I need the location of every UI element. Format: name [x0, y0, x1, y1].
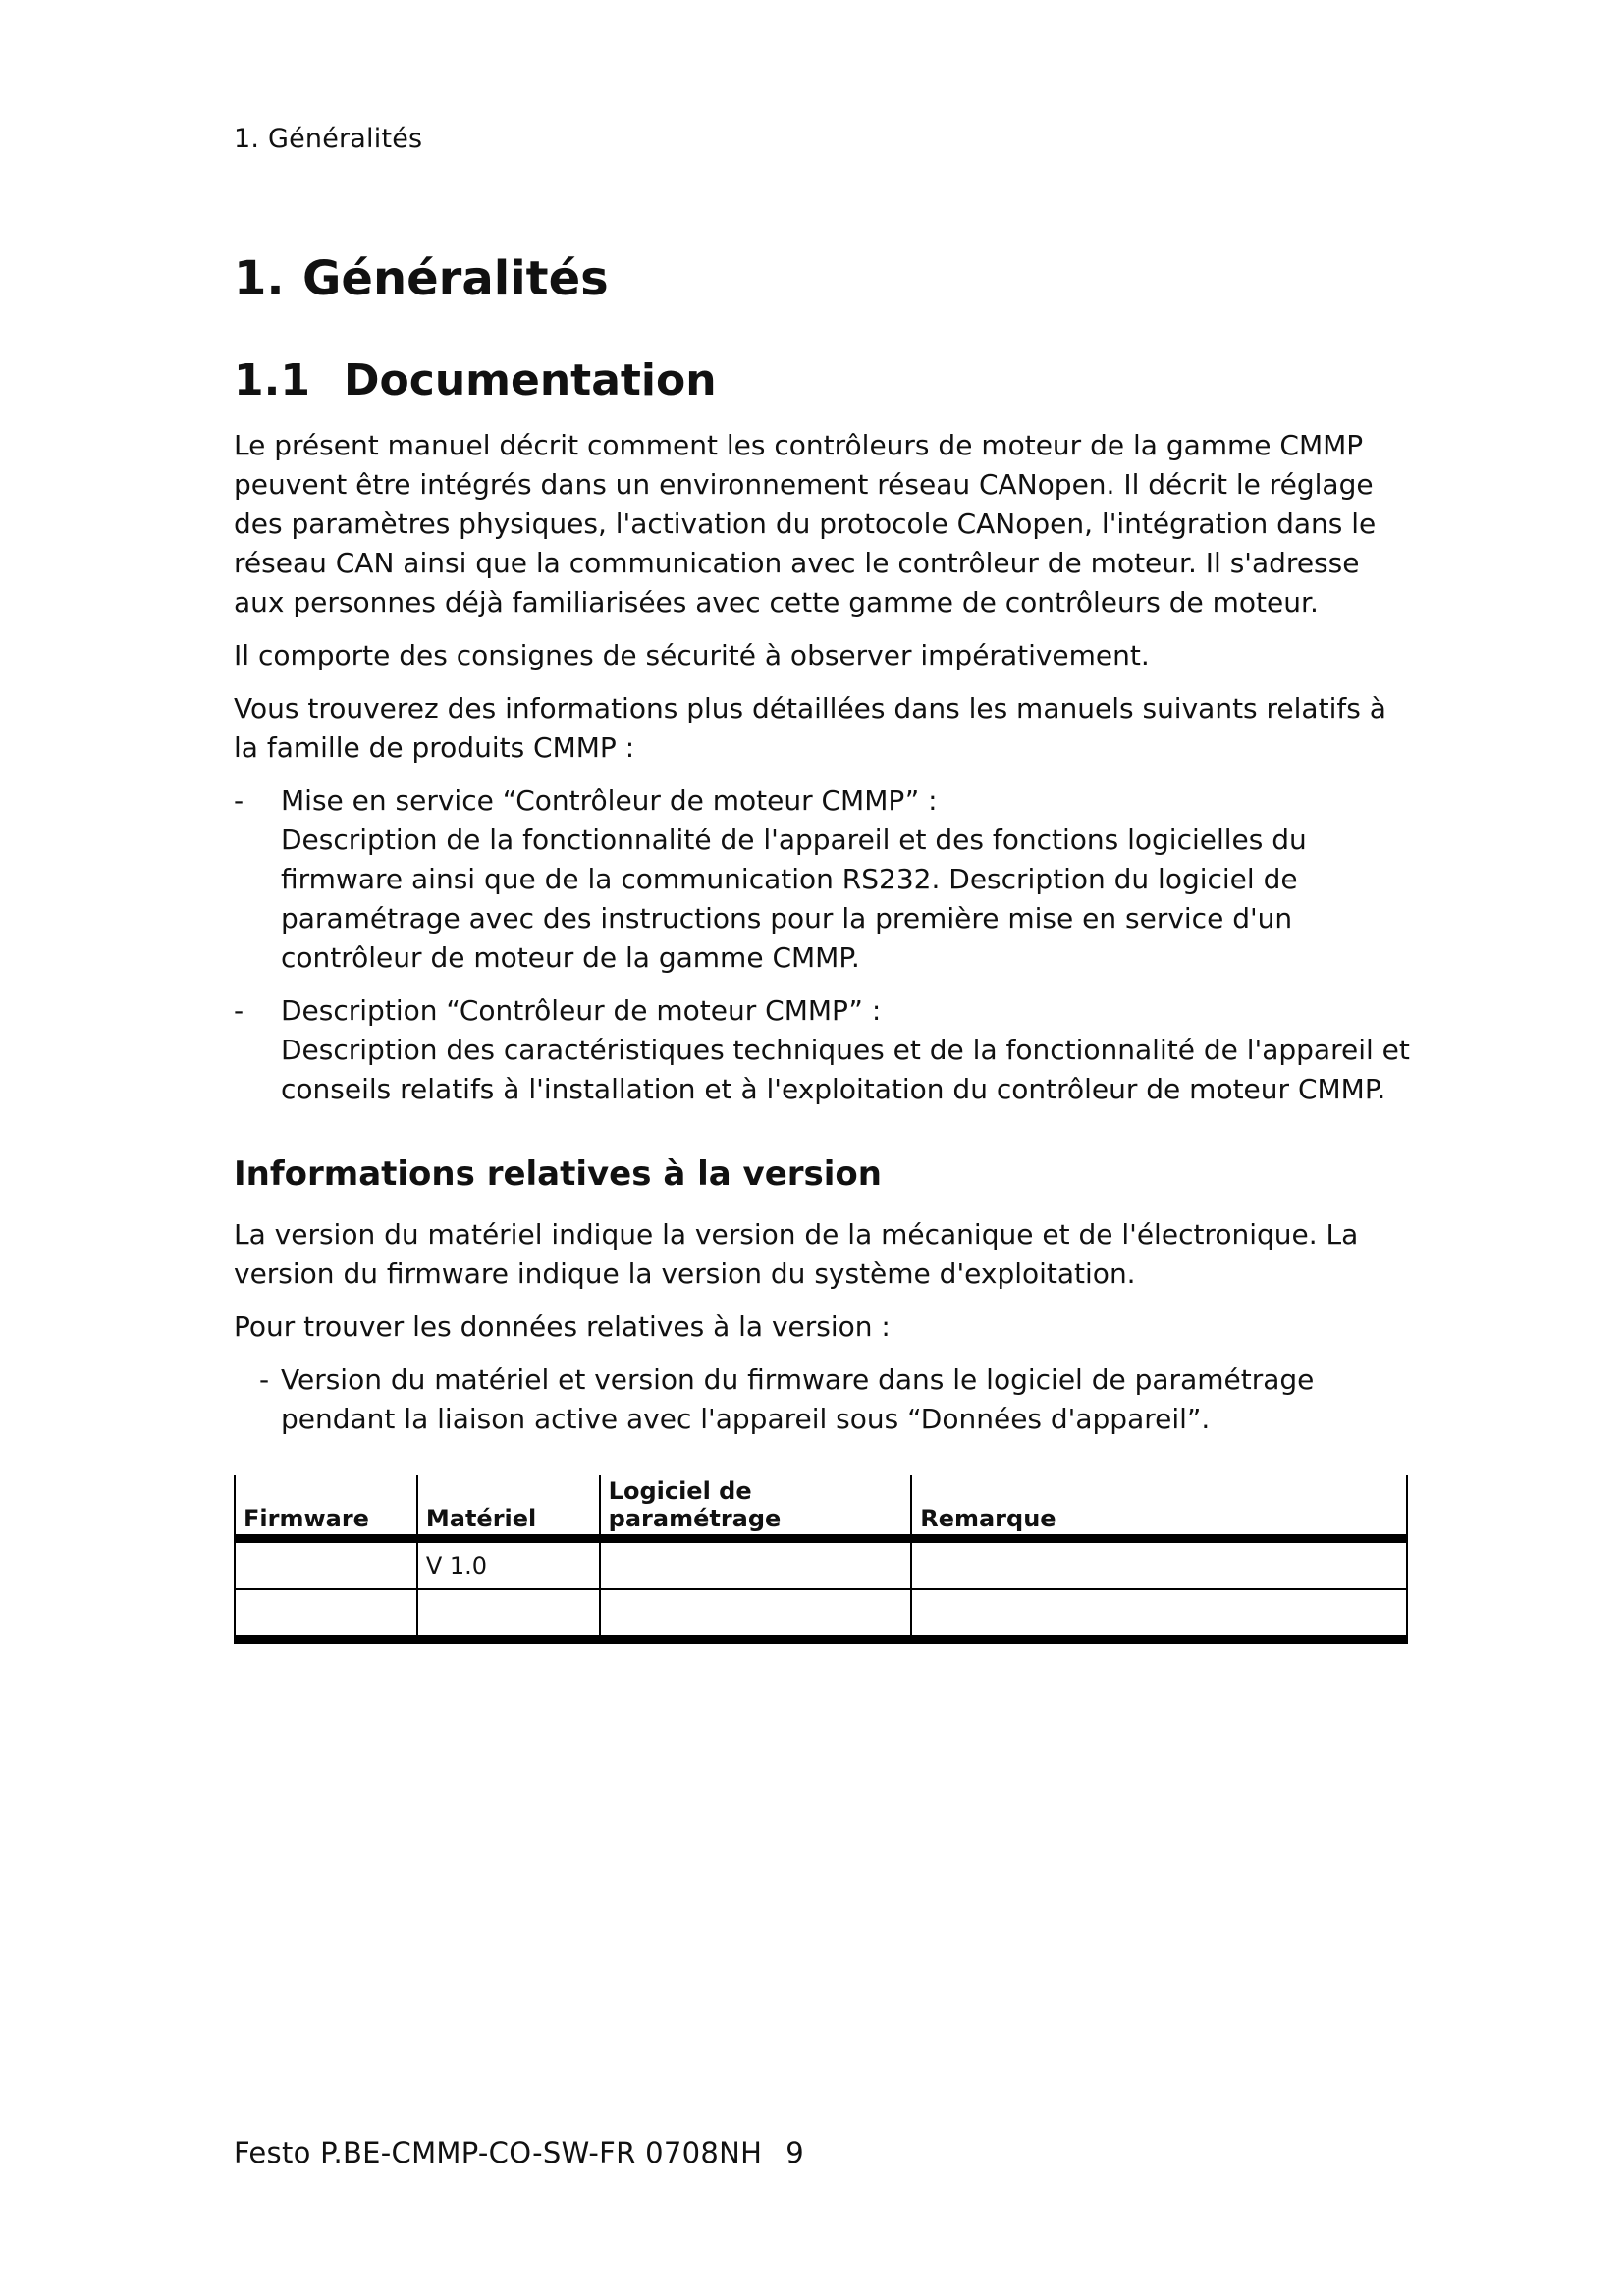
chapter-heading — [234, 251, 609, 306]
intro-paragraph: Le présent manuel décrit comment les contrôleurs de moteur de la gamme CMMP peuvent être intégrés dans un environnement réseau CANopen. Il décrit le réglage des paramètres physiques, l'activation du protocole CANopen, l'intégration dans le réseau CAN ainsi que la communication avec le contrôleur de moteur. Il s'adresse aux personnes déjà familiarisées avec cette gamme de contrôleurs de moteur. — [234, 429, 1377, 618]
manual-description: Description de la fonctionnalité de l'appareil et des fonctions logicielles du firmware ainsi que de la communication RS232. Description du logiciel de paramétrage avec des instructions pour la première mise en service d'un contrôleur de moteur de la gamme CMMP. — [281, 824, 1307, 974]
table-cell — [600, 1589, 912, 1640]
manual-title: Description “Contrôleur de moteur CMMP” : — [281, 994, 882, 1027]
list-dash: - — [234, 994, 244, 1027]
table-cell: V 1.0 — [417, 1539, 600, 1590]
section-title: Documentation — [344, 355, 717, 405]
table-cell — [235, 1589, 417, 1640]
chapter-number: 1. — [234, 251, 285, 306]
table-cell — [600, 1539, 912, 1590]
manuals-list — [234, 781, 1412, 1109]
version-bullet-item — [234, 1361, 1412, 1439]
column-header-logiciel: Logiciel de paramétrage — [600, 1475, 912, 1539]
table-row — [235, 1589, 1407, 1640]
list-dash: - — [234, 784, 244, 817]
page-footer — [234, 2136, 804, 2169]
table-header-row — [235, 1475, 1407, 1539]
page-number: 9 — [785, 2136, 804, 2169]
manual-title: Mise en service “Contrôleur de moteur CMMP” : — [281, 784, 938, 817]
version-bullet-text: Version du matériel et version du firmware dans le logiciel de paramétrage pendant la liaison active avec l'appareil sous “Données d'appareil”. — [281, 1363, 1315, 1435]
version-table — [234, 1475, 1408, 1644]
list-dash: - — [259, 1363, 270, 1396]
table-cell — [417, 1589, 600, 1640]
manual-description: Description des caractéristiques techniques et de la fonctionnalité de l'appareil et conseils relatifs à l'installation et à l'exploitation du contrôleur de moteur CMMP. — [281, 1034, 1410, 1105]
version-section-heading: Informations relatives à la version — [234, 1154, 882, 1194]
table-cell — [911, 1539, 1407, 1590]
table-cell — [235, 1539, 417, 1590]
footer-document-id: Festo P.BE-CMMP-CO-SW-FR 0708NH — [234, 2136, 763, 2169]
manual-item — [234, 781, 1412, 978]
section-heading — [234, 355, 717, 405]
version-paragraph: Pour trouver les données relatives à la version : — [234, 1310, 891, 1343]
chapter-title: Généralités — [302, 251, 609, 306]
table-row — [235, 1539, 1407, 1590]
intro-paragraph: Vous trouverez des informations plus détaillées dans les manuels suivants relatifs à la famille de produits CMMP : — [234, 692, 1386, 764]
version-body — [234, 1215, 1412, 1439]
table-cell — [911, 1589, 1407, 1640]
intro-body — [234, 426, 1412, 1123]
manual-item — [234, 991, 1412, 1109]
running-header: 1. Généralités — [234, 124, 423, 154]
intro-paragraph: Il comporte des consignes de sécurité à observer impérativement. — [234, 639, 1150, 671]
column-header-firmware: Firmware — [235, 1475, 417, 1539]
section-number: 1.1 — [234, 355, 310, 405]
version-paragraph: La version du matériel indique la version de la mécanique et de l'électronique. La version du firmware indique la version du système d'exploitation. — [234, 1218, 1359, 1290]
column-header-remarque: Remarque — [911, 1475, 1407, 1539]
column-header-materiel: Matériel — [417, 1475, 600, 1539]
